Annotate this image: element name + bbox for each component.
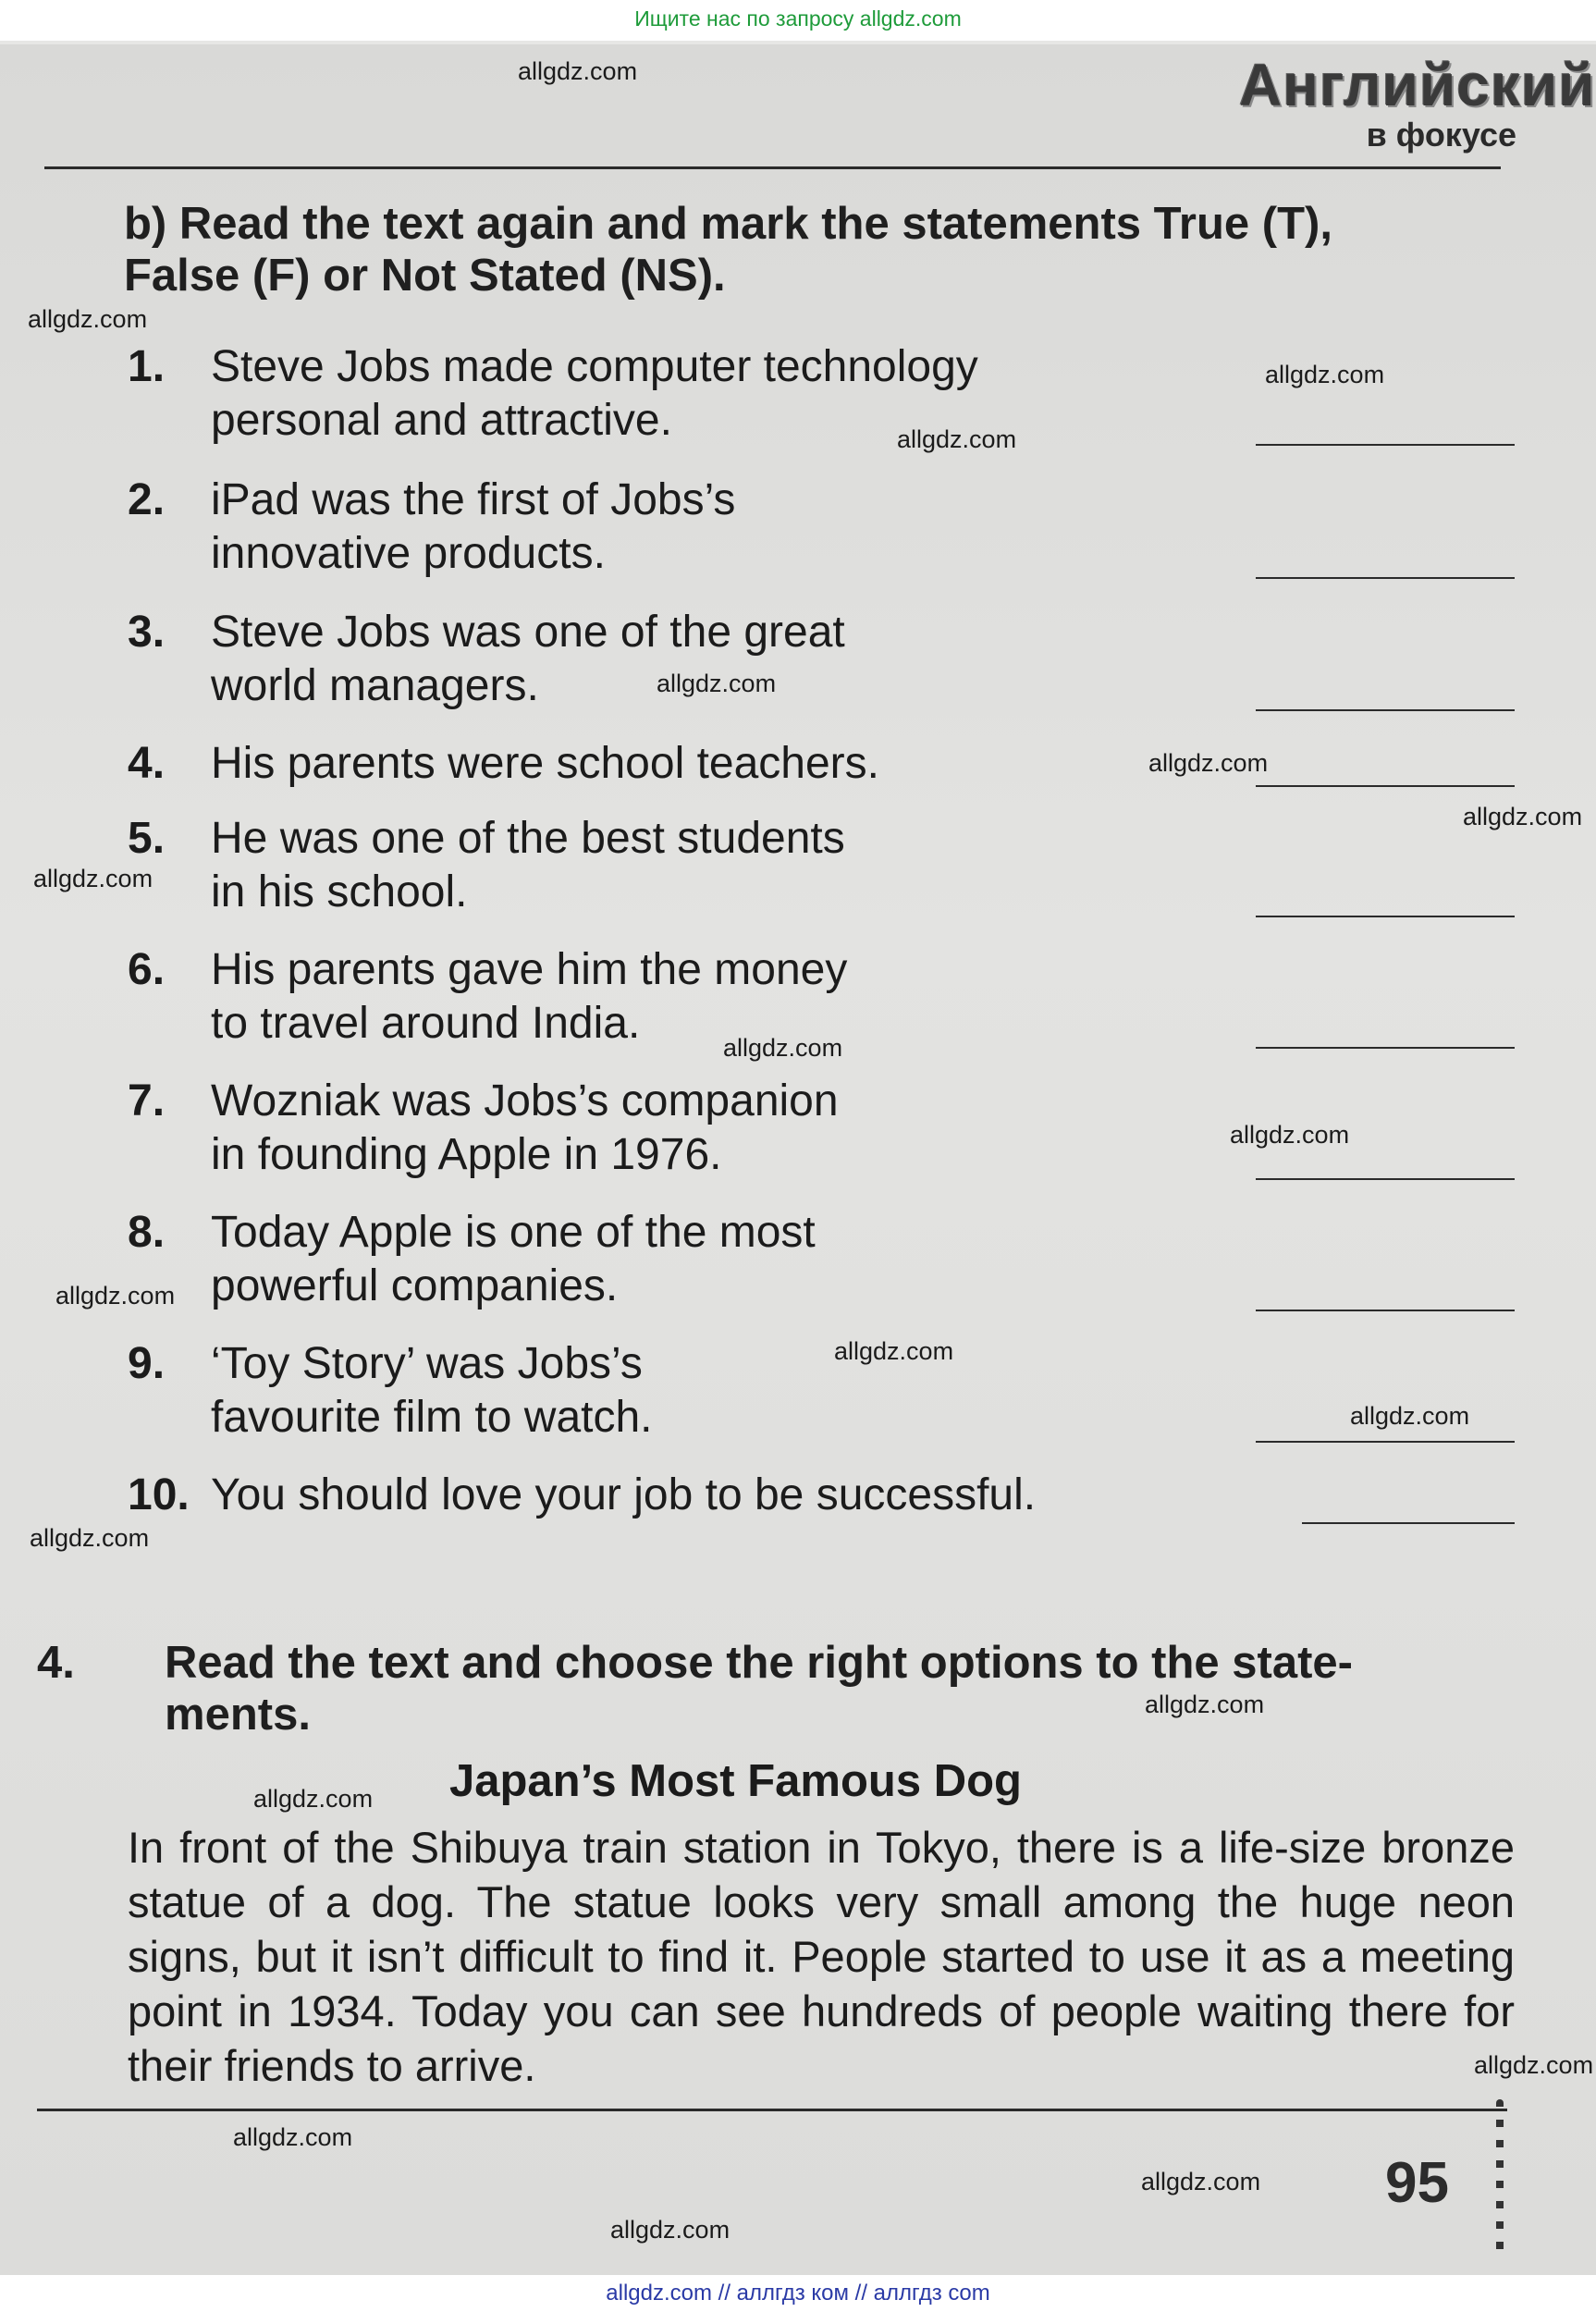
statement-line: favourite film to watch. xyxy=(211,1393,653,1442)
statement-line: iPad was the first of Jobs’s xyxy=(211,475,736,524)
statement-line: Steve Jobs made computer technology xyxy=(211,342,978,391)
watermark: allgdz.com xyxy=(834,1337,954,1365)
answer-line[interactable] xyxy=(1256,916,1515,917)
statement-line: in founding Apple in 1976. xyxy=(211,1130,722,1179)
answer-line[interactable] xyxy=(1256,444,1515,446)
answer-line[interactable] xyxy=(1302,1522,1515,1524)
statement-text xyxy=(211,1469,1274,1522)
statement-line: Steve Jobs was one of the great xyxy=(211,608,845,657)
statement-text xyxy=(211,1075,1228,1182)
statement-text xyxy=(211,943,1228,1051)
statement-line: in his school. xyxy=(211,867,468,916)
answer-line[interactable] xyxy=(1256,577,1515,579)
watermark: allgdz.com xyxy=(657,670,777,697)
answer-line[interactable] xyxy=(1256,785,1515,787)
exercise-4-number: 4. xyxy=(37,1638,75,1688)
statement-number: 9. xyxy=(128,1339,166,1388)
statement-line: to travel around India. xyxy=(211,999,641,1048)
page-number: 95 xyxy=(1385,2151,1449,2215)
watermark: allgdz.com xyxy=(28,305,148,333)
answer-line[interactable] xyxy=(1256,1178,1515,1180)
statement-line: personal and attractive. xyxy=(211,396,672,445)
statement-text xyxy=(211,340,1228,448)
watermark: allgdz.com xyxy=(518,57,638,85)
logo-title: Английский xyxy=(1239,52,1596,118)
answer-line[interactable] xyxy=(1256,1047,1515,1049)
exercise-4-heading-line1: Read the text and choose the right options to the state- xyxy=(165,1638,1353,1688)
statement-number: 8. xyxy=(128,1208,166,1257)
reading-paragraph: In front of the Shibuya train station in Tokyo, there is a life-size bronze statue of a dog. The statue looks very small among the huge neon signs, but it isn’t difficult to find it. People started to use it as a meeting point in 1934. Today you can see hundreds of people waiting there for their friends to arrive. xyxy=(128,1823,1515,2090)
statement-number: 5. xyxy=(128,814,166,863)
statement-number: 2. xyxy=(128,475,166,524)
statement-8 xyxy=(128,1206,1515,1317)
textbook-logo xyxy=(1239,51,1596,154)
exercise-4-heading-line2: ments. xyxy=(165,1690,311,1740)
statement-line: You should love your job to be successful. xyxy=(211,1470,1037,1519)
exercise-b-heading-line2: False (F) or Not Stated (NS). xyxy=(124,251,726,301)
statement-text xyxy=(211,473,1228,581)
watermark: allgdz.com xyxy=(1463,803,1583,830)
top-banner[interactable]: Ищите нас по запросу allgdz.com xyxy=(0,0,1596,41)
watermark: allgdz.com xyxy=(55,1282,176,1310)
statement-line: His parents gave him the money xyxy=(211,945,848,994)
logo-subtitle: в фокусе xyxy=(1366,116,1516,154)
statement-text xyxy=(211,1206,1228,1313)
statement-text xyxy=(211,1337,1228,1445)
exercise-b-heading-line1: b) Read the text again and mark the statements True (T), xyxy=(124,199,1332,249)
statement-line: powerful companies. xyxy=(211,1261,619,1310)
answer-line[interactable] xyxy=(1256,709,1515,711)
watermark: allgdz.com xyxy=(610,2216,730,2244)
statement-1 xyxy=(128,340,1515,451)
footer-rule xyxy=(37,2109,1507,2111)
statement-5 xyxy=(128,812,1515,923)
statement-line: innovative products. xyxy=(211,529,606,578)
statement-2 xyxy=(128,473,1515,584)
watermark: allgdz.com xyxy=(1230,1121,1350,1149)
statement-number: 3. xyxy=(128,608,166,657)
bottom-banner[interactable]: allgdz.com // аллгдз ком // аллгдз com xyxy=(0,2275,1596,2312)
header-rule xyxy=(44,166,1501,169)
statement-number: 4. xyxy=(128,739,166,788)
page-edge-dots xyxy=(1496,2099,1504,2257)
statement-line: Wozniak was Jobs’s companion xyxy=(211,1076,839,1125)
statement-4 xyxy=(128,737,1515,802)
watermark: allgdz.com xyxy=(897,425,1017,453)
statement-number: 7. xyxy=(128,1076,166,1125)
watermark: allgdz.com xyxy=(1265,361,1385,388)
statement-line: He was one of the best students xyxy=(211,814,845,863)
statement-line: world managers. xyxy=(211,661,539,710)
watermark: allgdz.com xyxy=(1350,1402,1470,1430)
watermark: allgdz.com xyxy=(1148,749,1269,777)
answer-line[interactable] xyxy=(1256,1441,1515,1443)
watermark: allgdz.com xyxy=(33,865,153,892)
exercise-4-heading xyxy=(165,1637,1505,1740)
watermark: allgdz.com xyxy=(1145,1691,1265,1718)
watermark: allgdz.com xyxy=(253,1785,374,1813)
watermark: allgdz.com xyxy=(30,1524,150,1552)
statement-line: Today Apple is one of the most xyxy=(211,1208,816,1257)
watermark: allgdz.com xyxy=(1474,2051,1594,2079)
statement-10 xyxy=(128,1469,1515,1533)
statement-line: His parents were school teachers. xyxy=(211,739,879,788)
watermark: allgdz.com xyxy=(723,1034,843,1062)
reading-title: Japan’s Most Famous Dog xyxy=(449,1756,1022,1806)
watermark: allgdz.com xyxy=(233,2123,353,2151)
statement-number: 6. xyxy=(128,945,166,994)
statement-number: 1. xyxy=(128,342,166,391)
statement-text xyxy=(211,812,1228,919)
watermark: allgdz.com xyxy=(1141,2168,1261,2195)
statement-line: ‘Toy Story’ was Jobs’s xyxy=(211,1339,643,1388)
answer-line[interactable] xyxy=(1256,1310,1515,1311)
exercise-b-heading xyxy=(124,198,1332,301)
statement-3 xyxy=(128,606,1515,717)
statement-text xyxy=(211,737,1228,791)
statement-9 xyxy=(128,1337,1515,1448)
statement-number: 10. xyxy=(128,1470,190,1519)
